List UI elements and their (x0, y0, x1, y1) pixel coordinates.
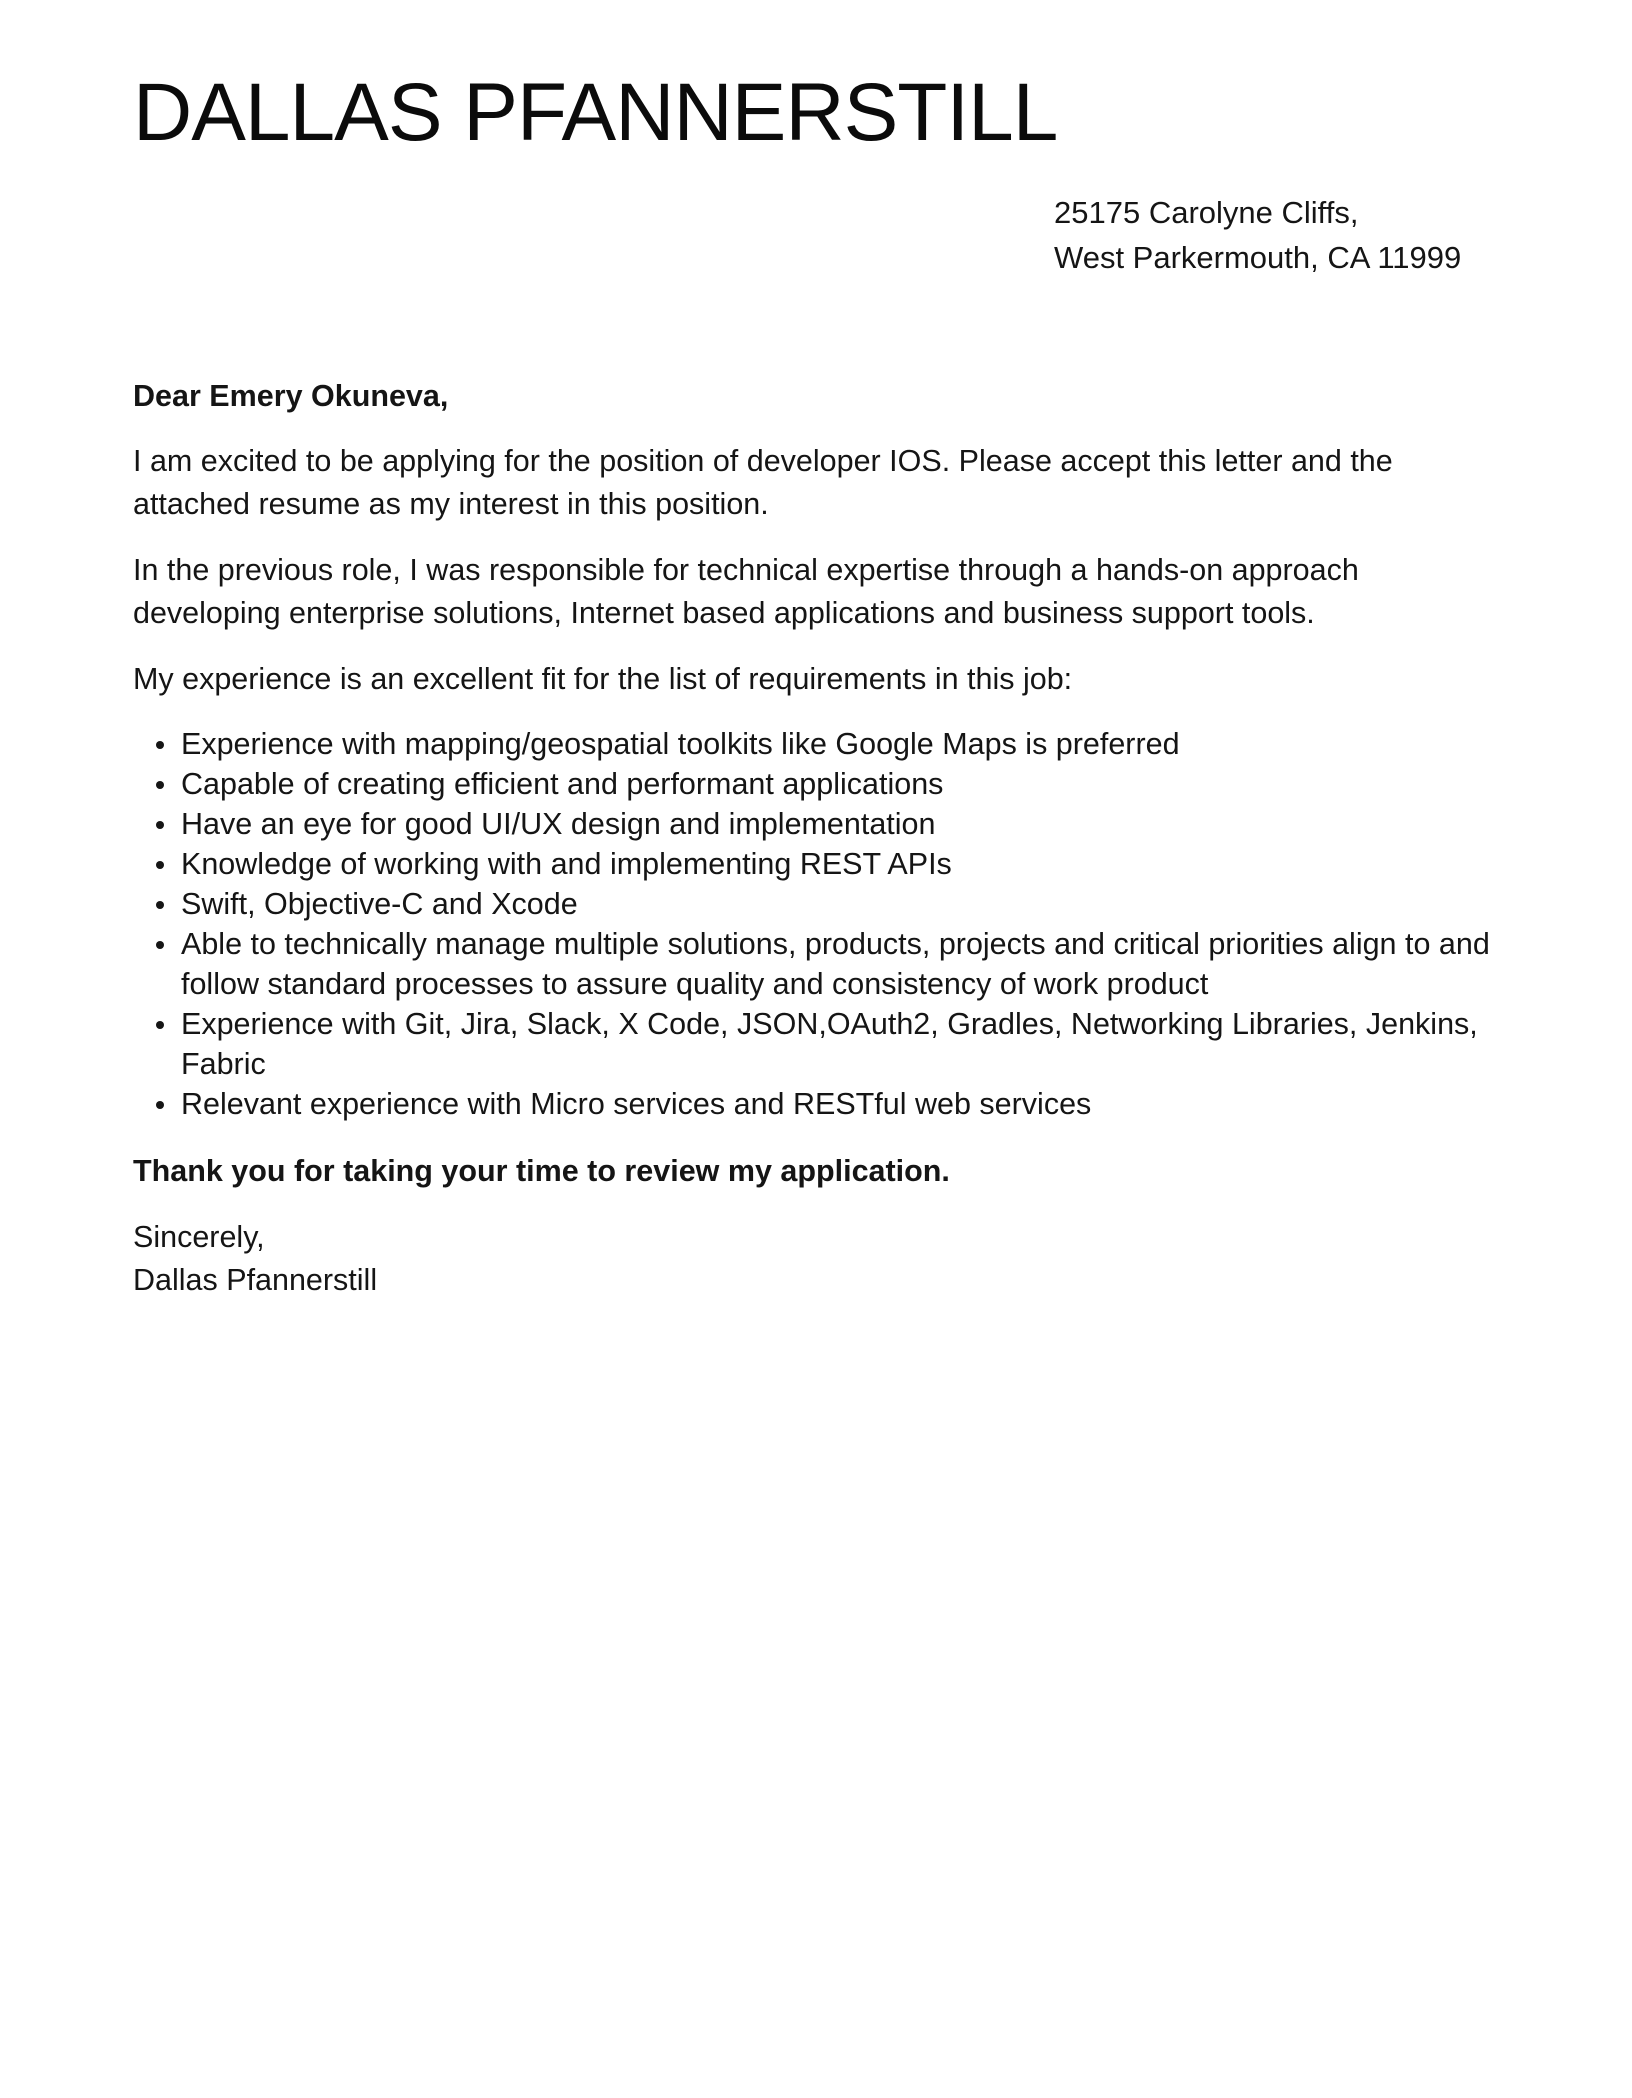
list-item: Experience with Git, Jira, Slack, X Code, JSON,OAuth2, Gradles, Networking Libraries, Jenkins, Fabric (133, 1004, 1503, 1084)
signature-name: Dallas Pfannerstill (133, 1263, 378, 1297)
signoff: Sincerely, (133, 1220, 265, 1254)
signoff-block (133, 1216, 1503, 1302)
list-item: Capable of creating efficient and performant applications (133, 764, 1503, 804)
applicant-name: DALLAS PFANNERSTILL (133, 67, 1058, 158)
list-item: Have an eye for good UI/UX design and implementation (133, 804, 1503, 844)
list-item: Experience with mapping/geospatial toolkits like Google Maps is preferred (133, 724, 1503, 764)
address-line-1: 25175 Carolyne Cliffs, (1054, 195, 1359, 230)
salutation: Dear Emery Okuneva, (133, 379, 449, 413)
list-item: Swift, Objective-C and Xcode (133, 884, 1503, 924)
list-item: Knowledge of working with and implementing REST APIs (133, 844, 1503, 884)
letter-body (133, 375, 1503, 1302)
requirements-intro: My experience is an excellent fit for the list of requirements in this job: (133, 662, 1073, 696)
list-item: Relevant experience with Micro services and RESTful web services (133, 1084, 1503, 1124)
requirements-list (133, 724, 1503, 1124)
intro-paragraph: I am excited to be applying for the position of developer IOS. Please accept this letter and the attached resume as my interest in this position. (133, 444, 1393, 521)
list-item: Able to technically manage multiple solutions, products, projects and critical priorities align to and follow standard processes to assure quality and consistency of work product (133, 924, 1503, 1004)
experience-paragraph: In the previous role, I was responsible for technical expertise through a hands-on approach developing enterprise solutions, Internet based applications and business support tools. (133, 553, 1359, 630)
address-line-2: West Parkermouth, CA 11999 (1054, 240, 1462, 275)
closing-line: Thank you for taking your time to review my application. (133, 1154, 950, 1188)
address-block (1054, 190, 1461, 280)
